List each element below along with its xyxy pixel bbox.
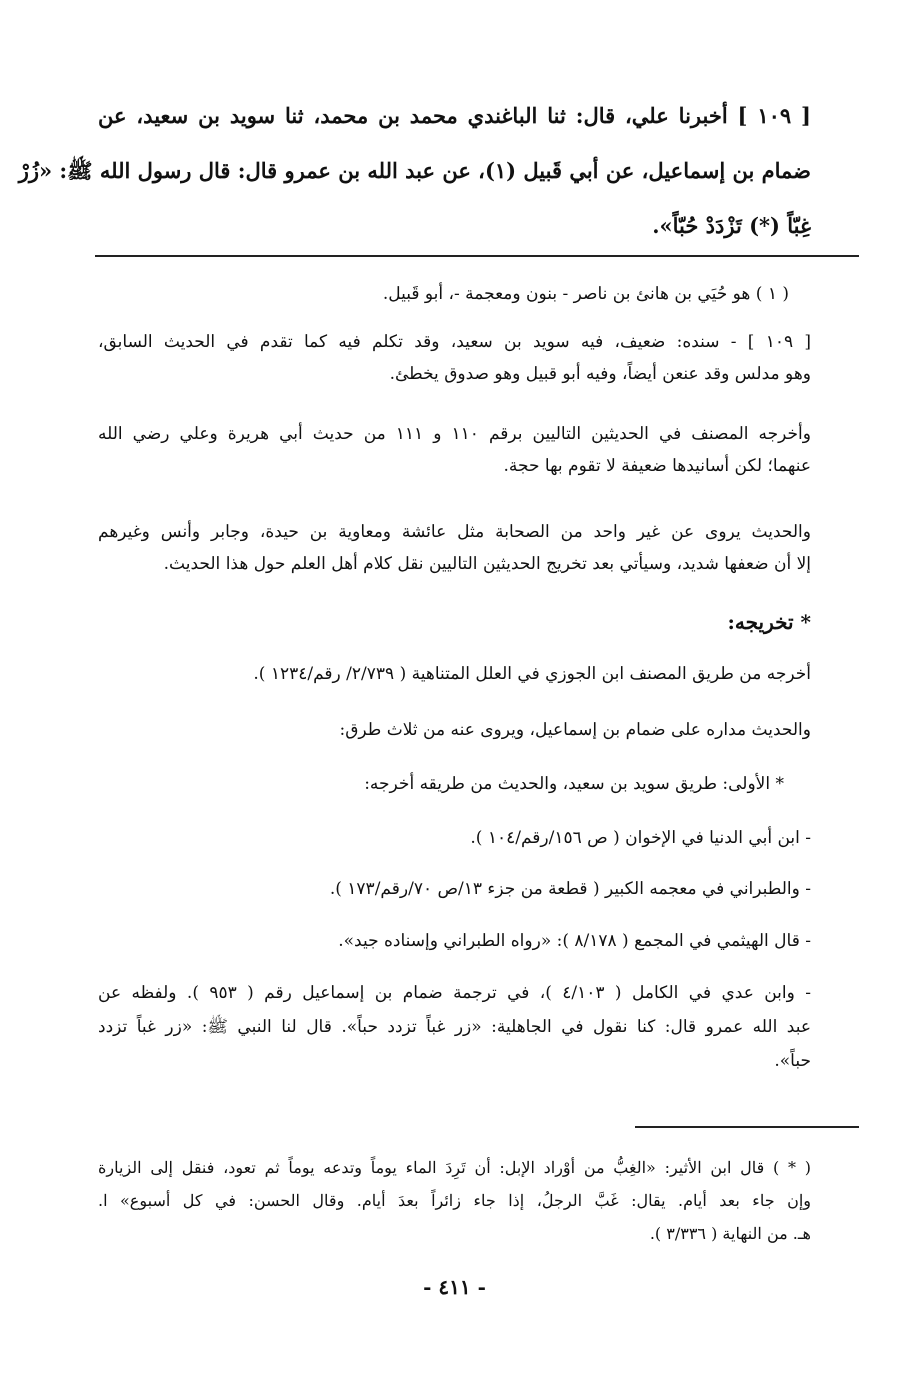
haythami-ref: [98, 925, 811, 957]
hadith-line: ضمام بن إسماعيل، عن أبي قَبيل (١)، عن عبد الله بن عمرو قال: قال رسول الله ﷺ: «زُرْ: [18, 158, 811, 183]
narrations-paragraph: [98, 516, 811, 580]
footnote-star-line: ( * ) قال ابن الأثير: «الغِبُّ من أوْراد الإبل: أن تَرِدَ الماء يوماً وتدعه يوماً ثم تعود، فنقل إلى الزيارة: [98, 1158, 811, 1177]
hadith-text: [18, 88, 811, 253]
footnote-1-text: ( ١ ) هو حُيَي بن هانئ بن ناصر - بنون ومعجمة -، أبو قَبيل.: [382, 284, 789, 304]
footnote-separator: [95, 255, 859, 257]
footnote-star-line: هـ. من النهاية ( ٣/٣٣٦ ).: [649, 1224, 811, 1243]
ibn-abi-dunya-ref: [98, 822, 811, 854]
haythami-text: - قال الهيثمي في المجمع ( ٨/١٧٨ ): «رواه الطبراني وإسناده جيد».: [338, 931, 811, 951]
akhrajah-paragraph: [98, 418, 811, 482]
akhrajah-line: وأخرجه المصنف في الحديثين التاليين برقم ١١٠ و ١١١ من حديث أبي هريرة وعلي رضي الله: [98, 424, 811, 444]
tabarani-ref: [98, 873, 811, 905]
footnote-star-line: وإن جاء بعد أيام. يقال: غَبَّ الرجلُ، إذا جاء زائراً بعدَ أيام. وقال الحسن: في كل أسبوع» ا.: [98, 1191, 811, 1210]
page-number: - ٤١١ -: [423, 1275, 486, 1299]
isnad-line: [ ١٠٩ ] - سنده: ضعيف، فيه سويد بن سعيد، وقد تكلم فيه كما تقدم في الحديث السابق،: [98, 332, 811, 352]
akhrajah-line: عنهما؛ لكن أسانيدها ضعيفة لا تقوم بها حجة.: [503, 456, 811, 476]
hadith-line: [ ١٠٩ ] أخبرنا علي، قال: ثنا الباغندي محمد بن محمد، ثنا سويد بن سعيد، عن: [98, 103, 811, 128]
madar-paragraph: [98, 714, 811, 746]
ibn-adi-line: عبد الله عمرو قال: كنا نقول في الجاهلية: «زر غباً تزدد حباً». قال لنا النبي ﷺ: «زر غباً تزدد: [98, 1017, 811, 1037]
footnote-star: [98, 1151, 811, 1250]
ibn-adi-line: - وابن عدي في الكامل ( ٤/١٠٣ )، في ترجمة ضمام بن إسماعيل رقم ( ٩٥٣ ). ولفظه عن: [98, 983, 811, 1003]
footnote-separator-bottom: [635, 1126, 859, 1128]
ibn-adi-line: حباً».: [774, 1051, 811, 1071]
first-route-text: * الأولى: طريق سويد بن سعيد، والحديث من طريقه أخرجه:: [364, 774, 784, 794]
narrations-line: والحديث يروى عن غير واحد من الصحابة مثل عائشة ومعاوية بن حيدة، وجابر وأنس وغيرهم: [98, 522, 811, 542]
tabarani-text: - والطبراني في معجمه الكبير ( قطعة من جزء ١٣/ص ٧٠/رقم/١٧٣ ).: [329, 879, 811, 899]
ibn-adi-ref: [98, 976, 811, 1078]
takhrij-heading: * تخريجه:: [727, 610, 811, 634]
ibn-abi-dunya-text: - ابن أبي الدنيا في الإخوان ( ص ١٥٦/رقم/١٠٤ ).: [470, 828, 811, 848]
footnote-1: [98, 278, 811, 310]
takhrij-main-text: أخرجه من طريق المصنف ابن الجوزي في العلل المتناهية ( ٢/٧٣٩/ رقم/١٢٣٤ ).: [253, 664, 811, 684]
first-route-paragraph: [98, 768, 784, 800]
isnad-line: وهو مدلس وقد عنعن أيضاً، وفيه أبو قبيل وهو صدوق يخطئ.: [389, 364, 811, 384]
isnad-grading: [98, 326, 811, 390]
takhrij-main: [98, 658, 811, 690]
madar-text: والحديث مداره على ضمام بن إسماعيل، ويروى عنه من ثلاث طرق:: [339, 720, 811, 740]
hadith-line: غِبّاً (*) تَزْدَدْ حُبّاً».: [652, 213, 811, 238]
narrations-line: إلا أن ضعفها شديد، وسيأتي بعد تخريج الحديثين التاليين نقل كلام أهل العلم حول هذا الحديث.: [163, 554, 811, 574]
